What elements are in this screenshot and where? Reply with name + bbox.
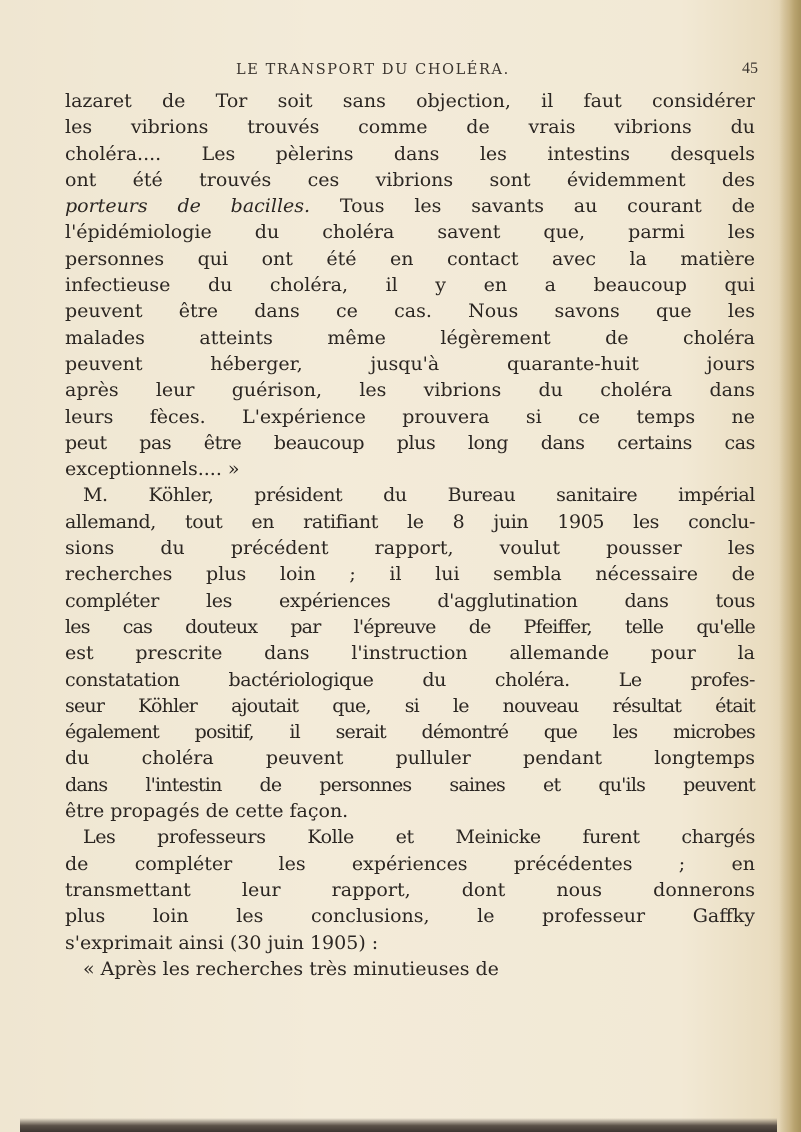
page-bottom-shadow [20,1118,777,1132]
text-fragment: Tous les savants au courant de [310,195,756,218]
text-line: recherches plus loin ; il lui sembla nécessaire de [65,563,755,586]
text-line: allemand, tout en ratifiant le 8 juin 1905 les conclu- [65,510,755,533]
text-line-mixed [65,193,755,219]
italic-phrase: porteurs de bacilles. [65,195,311,218]
text-line: peuvent être dans ce cas. Nous savons que les [65,300,755,323]
text-line: de compléter les expériences précédentes ; en [65,852,755,875]
text-line: être propagés de cette façon. [65,800,349,823]
text-line: exceptionnels.... » [65,458,240,481]
paragraph-start: Les professeurs Kolle et Meinicke furent chargés [83,826,755,849]
running-title: LE TRANSPORT DU CHOLÉRA. [236,62,510,78]
text-line: est prescrite dans l'instruction allemande pour la [65,642,755,665]
text-line: plus loin les conclusions, le professeur Gaffky [65,905,755,928]
page-edge-shadow [779,0,801,1132]
text-line: lazaret de Tor soit sans objection, il faut considérer [65,90,755,112]
paragraph-start: M. Köhler, président du Bureau sanitaire impérial [83,484,755,507]
text-line: choléra.... Les pèlerins dans les intestins desquels [65,142,755,165]
text-line: constatation bactériologique du choléra. Le profes- [65,668,755,691]
text-line: dans l'intestin de personnes saines et qu'ils peuvent [65,773,755,796]
text-line: personnes qui ont été en contact avec la matière [65,247,755,270]
text-line: les cas douteux par l'épreuve de Pfeiffer, telle qu'elle [65,615,755,638]
text-line: peut pas être beaucoup plus long dans certains cas [65,431,755,454]
text-line: peuvent héberger, jusqu'à quarante-huit jours [65,352,755,375]
page-body [65,88,755,982]
text-line: les vibrions trouvés comme de vrais vibrions du [65,116,755,139]
page-number: 45 [742,60,758,77]
text-line: transmettant leur rapport, dont nous donnerons [65,878,755,901]
text-line: malades atteints même légèrement de choléra [65,326,755,349]
paragraph-start: « Après les recherches très minutieuses de [83,957,499,980]
text-line: leurs fèces. L'expérience prouvera si ce temps ne [65,405,755,428]
text-line: compléter les expériences d'agglutination dans tous [65,589,755,612]
text-line: après leur guérison, les vibrions du choléra dans [65,379,755,402]
text-line: du choléra peuvent pulluler pendant longtemps [65,747,755,770]
text-line: ont été trouvés ces vibrions sont évidemment des [65,168,755,191]
text-line: sions du précédent rapport, voulut pousser les [65,537,755,560]
text-line: également positif, il serait démontré que les microbes [65,721,755,744]
text-line: l'épidémiologie du choléra savent que, parmi les [65,221,755,244]
text-line: s'exprimait ainsi (30 juin 1905) : [65,931,379,954]
text-line: infectieuse du choléra, il y en a beaucoup qui [65,274,755,297]
text-line: seur Köhler ajoutait que, si le nouveau résultat était [65,694,755,717]
